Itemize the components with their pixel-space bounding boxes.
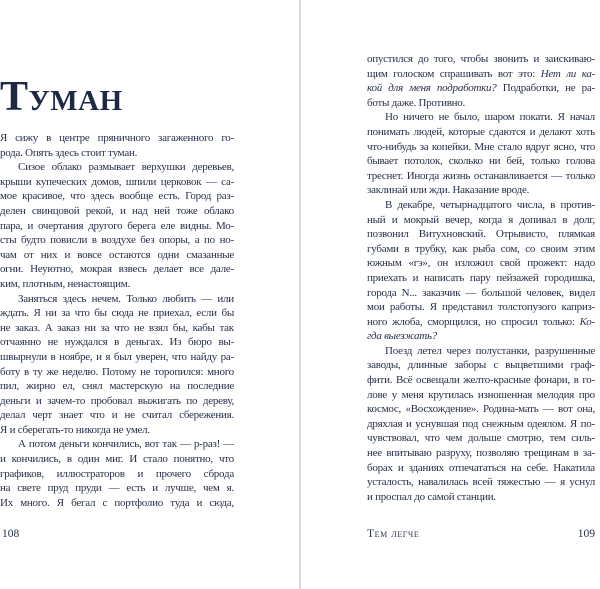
paragraph (367, 344, 595, 505)
text-line: графиков, иллюстраторов и прочего сброда (0, 467, 234, 480)
paragraph (367, 110, 595, 198)
text-line: крыши купеческих домов, шпили церковок — са- (0, 175, 234, 188)
text-line: сты будто повисли в воздухе без опоры, а по но- (0, 234, 234, 247)
text-line: кой для меня подработки? Подработки, не ра- (367, 82, 595, 95)
text-line: треснет. Иногда жизнь останавливается — только (367, 169, 595, 182)
text-line: швырнули в ноябре, и я был уверен, что найду ра- (0, 350, 234, 363)
text-line: не заказ. А заказ ни за что не взял бы, кабы так (0, 321, 234, 334)
text-line: заклинай или жди. Наказание вроде. (367, 184, 530, 197)
paragraph (0, 131, 234, 160)
paragraph (367, 52, 595, 110)
text-line: ким, плотным, ненастоящим. (0, 277, 130, 290)
text-line: дряхлая и уснувшая под снежным одеялом. Я по- (367, 417, 595, 430)
right-page-number: 109 (577, 528, 595, 540)
text-line: города N... заказчик — большой человек, видел (367, 286, 595, 299)
left-page-text (0, 131, 234, 510)
text-line: и проспал до самой станции. (367, 490, 496, 503)
text-line: лове у меня крутилась изношенная мелодия про (367, 388, 595, 401)
text-line: Заняться здесь нечем. Только любить — или (18, 292, 234, 305)
text-line: пил, жирно ел, снял мастерскую на последние (0, 380, 234, 393)
text-line: космос, «Восхождение». Родина-мать — вот она, (367, 403, 595, 416)
text-line: мои работы. Я представил толстопузого каприз- (367, 301, 595, 314)
text-line: В декабре, четырнадцатого числа, в против- (385, 198, 595, 211)
paragraph (0, 437, 234, 510)
text-line: губами в трубку, как рыба сом, со своим этим (367, 242, 595, 255)
paragraph (0, 292, 234, 438)
text-line: ный и мокрый вечер, когда я допивал в долг, (367, 213, 595, 226)
text-line: рода. Опять здесь стоит туман. (0, 146, 138, 159)
text-line: на свете пруд пруди — есть и лучше, чем я. (0, 482, 234, 495)
text-line: фити. Всё освещали желто-красные фонари, в го- (367, 374, 595, 387)
text-line: пара, и очертания другого берега еле видны. Мо- (0, 219, 234, 232)
text-line: опустился до того, чтобы звонить и заискиваю- (367, 53, 595, 65)
text-line: усталость, навалилась всей тяжестью — я уснул (367, 476, 595, 489)
text-line: делал черт знает что и не считал сбережения. (0, 409, 234, 422)
text-line: южным «гэ», он изложил свой прожект: надо (367, 257, 595, 270)
chapter-title: Туман (0, 74, 123, 121)
right-page-footer (367, 527, 595, 541)
text-line: боты даже. Противно. (367, 96, 466, 109)
left-page-number: 108 (2, 528, 20, 540)
text-line: Сизое облако размывает верхушки деревьев, (18, 161, 234, 174)
paragraph (367, 198, 595, 344)
text-line: Их много. Я бегал с портфолио туда и сюда, (0, 496, 234, 509)
text-line: нее впитываю разруху, позволяю трещинам в за- (367, 447, 595, 460)
text-line: борах и зданиях отпечататься на себе. Накатила (367, 461, 595, 474)
text-line: позвонил Витухновский. Отрывисто, плямкая (367, 228, 595, 241)
text-line: что-нибудь за копейки. Мне стало вдруг ясно, что (367, 140, 595, 153)
paragraph (0, 160, 234, 291)
text-line: заводы, длинные заборы с выцветшими граф- (367, 359, 595, 372)
text-line: мое красивое, что здесь вообще есть. Город раз- (0, 190, 234, 203)
text-line: Я сижу в центре пряничного загаженного го- (0, 132, 234, 144)
text-line: и кончились, в один миг. И стало понятно, что (0, 453, 234, 466)
text-line: понимать людей, которые сдаются и делают хоть (367, 125, 595, 138)
text-line: отчаянно не нуждался в деньгах. Из бюро вы- (0, 336, 234, 349)
text-line: приехать и написать пару пейзажей городишка, (367, 271, 595, 284)
text-line: ного жлоба, сморщился, но спросил только: Ко- (367, 315, 595, 328)
text-line: щим голоском спрашивать вот это: Нет ли ка- (367, 67, 595, 80)
text-line: огни. Неуютно, мокрая взвесь делает все дале- (0, 263, 234, 276)
right-page-text (367, 52, 595, 504)
text-line: ждать. Я ни за что бы сюда не приехал, если бы (0, 307, 234, 320)
page-gutter-divider (299, 0, 301, 589)
running-footer: Тем легче (367, 528, 420, 540)
text-line: А потом деньги кончились, вот так — р-раз! — (18, 438, 234, 451)
text-line: Но ничего не было, шаром покати. Я начал (385, 111, 595, 124)
text-line: чувствовал, что чем дольше смотрю, тем силь- (367, 432, 595, 445)
text-line: бывает потолок, сколько ни бей, только голова (367, 155, 595, 168)
text-line: делен свинцовой рекой, и над ней тоже облако (0, 204, 234, 217)
text-line: Я и сберегать-то никогда не умел. (0, 423, 150, 436)
text-line: Поезд летел через полустанки, разрушенные (385, 344, 595, 357)
text-line: деньги и зачем-то пробовал выжигать по дереву, (0, 394, 234, 407)
text-line: гда выезжать? (367, 330, 438, 343)
text-line: боту в ту же неделю. Потому не торопился: много (0, 365, 234, 378)
text-line: чам от них и вовсе остаются одни смазанные (0, 248, 234, 261)
